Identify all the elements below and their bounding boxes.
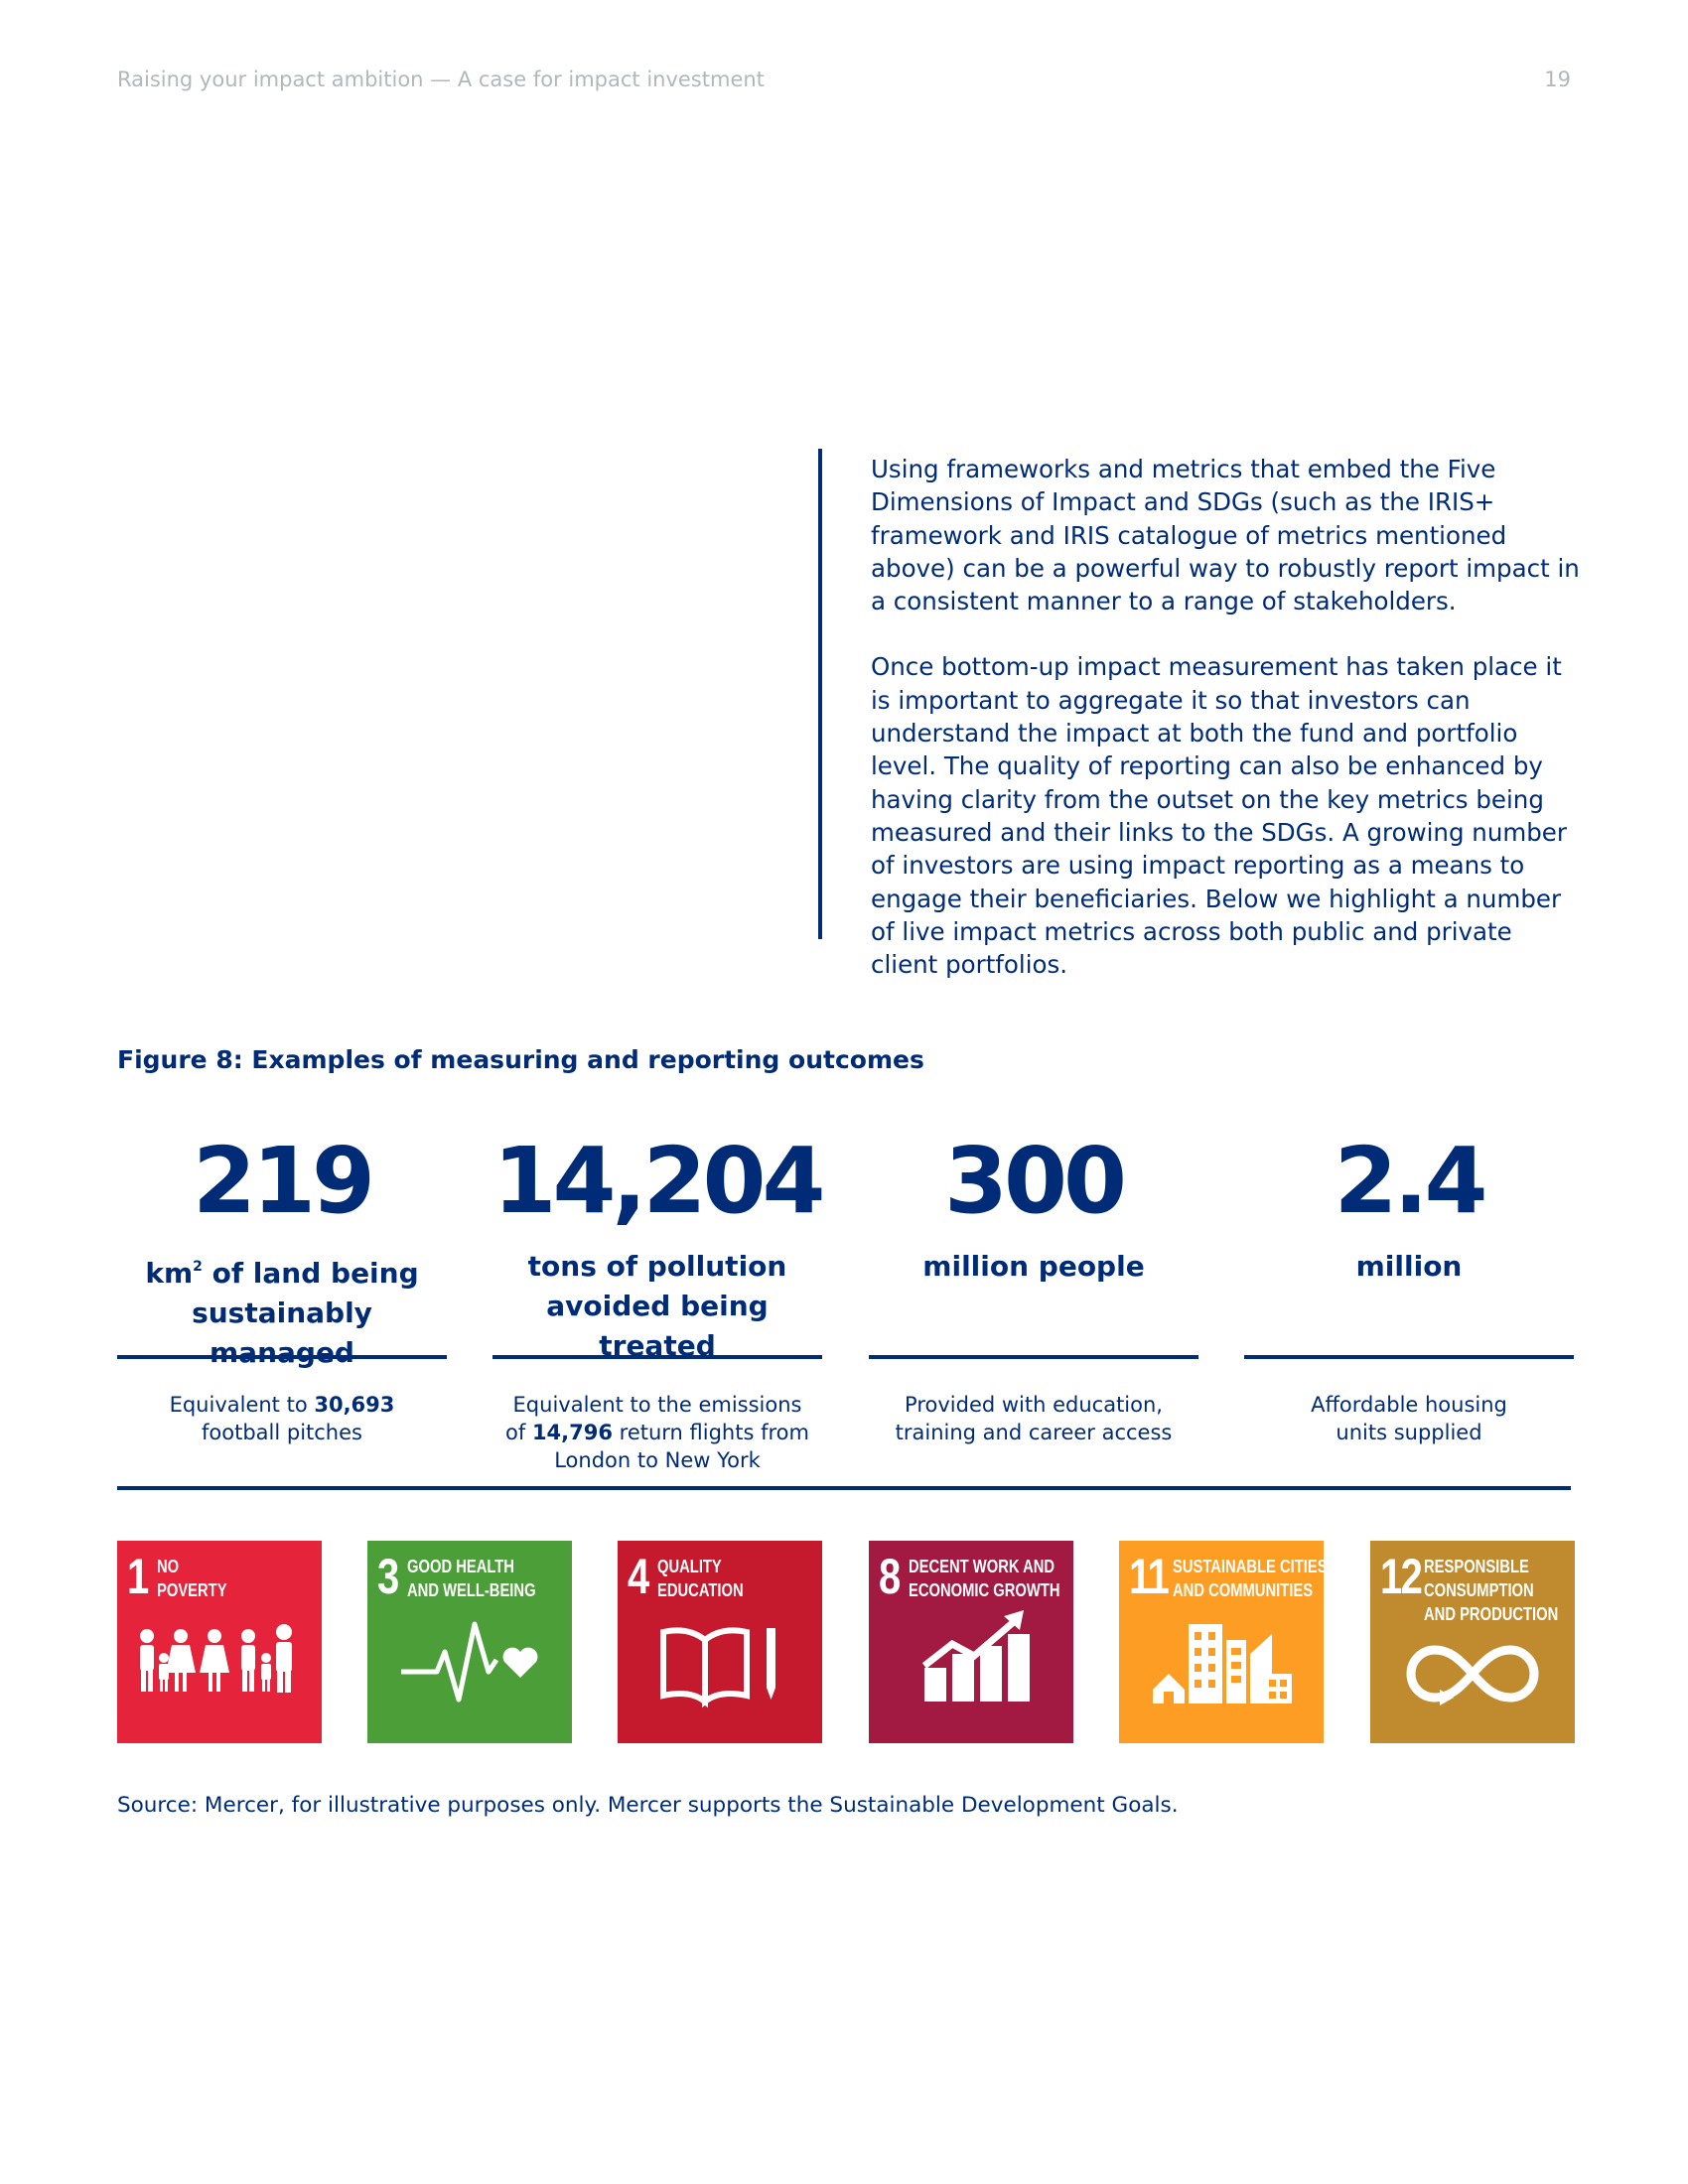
section-divider xyxy=(117,1486,1571,1490)
text-accent-bar xyxy=(818,449,822,939)
sdg-number: 1 xyxy=(127,1549,148,1604)
sdg-title: RESPONSIBLE CONSUMPTION AND PRODUCTION xyxy=(1424,1557,1559,1624)
sdg-number: 12 xyxy=(1380,1549,1422,1604)
infinity-loop-icon xyxy=(1370,1541,1575,1743)
metric-value: 2.4 xyxy=(1334,1128,1484,1234)
sdg-title: GOOD HEALTH AND WELL-BEING xyxy=(407,1557,536,1600)
figure-title: Figure 8: Examples of measuring and reporting outcomes xyxy=(117,1045,924,1074)
sdg-number: 4 xyxy=(628,1549,648,1604)
sdg-tile-3 xyxy=(367,1541,572,1743)
metric-description: Equivalent to the emissions of 14,796 return flights from London to New York xyxy=(505,1393,809,1472)
metric-people xyxy=(869,1128,1198,1446)
metric-description: Affordable housing units supplied xyxy=(1311,1393,1507,1444)
sdg-number: 11 xyxy=(1129,1549,1169,1604)
page-number: 19 xyxy=(1544,68,1571,91)
figure-source: Source: Mercer, for illustrative purposes only. Mercer supports the Sustainable Development Goals. xyxy=(117,1793,1179,1818)
metric-value: 219 xyxy=(192,1128,372,1234)
sdg-number: 3 xyxy=(377,1549,398,1604)
metric-land xyxy=(117,1128,447,1446)
city-buildings-icon xyxy=(1119,1541,1324,1743)
sdg-tile-11 xyxy=(1119,1541,1328,1743)
sdg-tile-8 xyxy=(869,1541,1073,1743)
metric-value: 14,204 xyxy=(492,1128,822,1234)
sdg-title: NO POVERTY xyxy=(157,1557,227,1600)
metric-divider xyxy=(1244,1355,1574,1359)
sdg-title: DECENT WORK AND ECONOMIC GROWTH xyxy=(909,1557,1060,1600)
body-text xyxy=(871,453,1586,981)
sdg-tile-12 xyxy=(1370,1541,1575,1743)
running-header: Raising your impact ambition — A case for impact investment xyxy=(117,68,765,91)
paragraph-1: Using frameworks and metrics that embed the Five Dimensions of Impact and SDGs (such as the IRIS+ framework and IRIS catalogue of metrics mentioned above) can be a powerful way to robustly report impact in a consistent manner to a range of stakeholders. xyxy=(871,455,1580,616)
metric-label: million people xyxy=(922,1250,1145,1283)
metric-housing xyxy=(1244,1128,1574,1446)
sdg-tile-4 xyxy=(618,1541,822,1743)
metric-description: Equivalent to 30,693 football pitches xyxy=(169,1393,395,1444)
heartbeat-icon xyxy=(367,1541,572,1743)
metric-label: $km^2$ of land being sustainably managed xyxy=(145,1257,419,1369)
metric-pollution xyxy=(492,1128,822,1474)
book-pencil-icon xyxy=(618,1541,822,1743)
metric-description: Provided with education, training and career access xyxy=(895,1393,1173,1444)
sdg-number: 8 xyxy=(879,1549,900,1604)
growth-chart-icon xyxy=(869,1541,1073,1743)
metric-label: million xyxy=(1355,1250,1463,1283)
family-icon xyxy=(117,1541,322,1743)
metric-divider xyxy=(869,1355,1198,1359)
sdg-tile-1 xyxy=(117,1541,322,1743)
sdg-title: SUSTAINABLE CITIES AND COMMUNITIES xyxy=(1173,1557,1328,1600)
metric-value: 300 xyxy=(943,1128,1124,1234)
metric-label: tons of pollution avoided being treated xyxy=(527,1250,787,1362)
sdg-title: QUALITY EDUCATION xyxy=(657,1557,744,1600)
paragraph-2: Once bottom-up impact measurement has taken place it is important to aggregate it so that investors can understand the impact at both the fund and portfolio level. The quality of reporting can also be enhanced by having clarity from the outset on the key metrics being measured and their links to the SDGs. A growing number of investors are using impact reporting as a means to engage their beneficiaries. Below we highlight a number of live impact metrics across both public and private client portfolios. xyxy=(871,652,1567,980)
